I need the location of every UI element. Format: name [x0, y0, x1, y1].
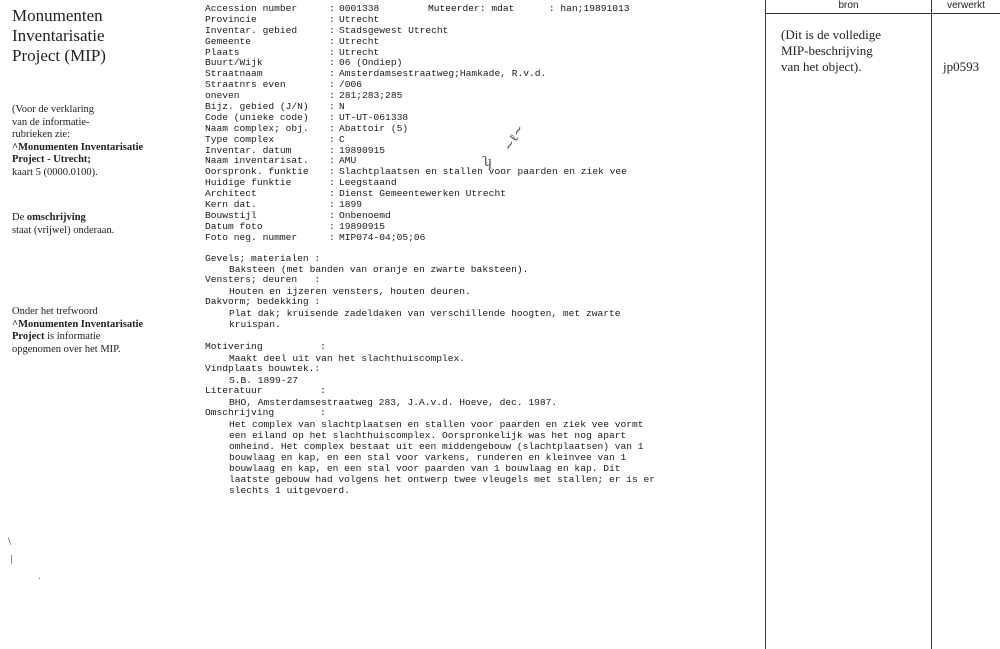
note-line: (Voor de verklaring — [12, 104, 95, 115]
section-heading: Dakvorm; bedekking : — [205, 296, 321, 308]
field-label: Architect — [205, 188, 257, 200]
bron-line: (Dit is de volledige — [781, 27, 882, 42]
header-rule — [765, 13, 1000, 14]
field-colon: : — [329, 166, 335, 178]
field-value: Utrecht — [339, 35, 380, 47]
field-label: Plaats — [205, 46, 240, 58]
field-value: AMU — [339, 155, 357, 167]
field-row — [205, 69, 760, 80]
field-label: Inventar. gebied — [205, 24, 298, 36]
field-label: Accession number — [205, 3, 298, 14]
note-bold: ^Monumenten Inventarisatie — [12, 318, 144, 330]
field-colon: : — [329, 199, 335, 211]
scan-mark: \ — [8, 537, 12, 547]
field-colon: : — [329, 111, 335, 123]
field-label: Naam complex; obj. — [205, 122, 309, 134]
handwritten-mark: ~ℓ~ — [500, 122, 528, 155]
field-value: C — [339, 133, 345, 145]
field-colon: : — [329, 101, 335, 113]
field-colon: : — [329, 3, 335, 14]
field-value: 281;283;285 — [339, 90, 403, 102]
field-value: Dienst Gemeentewerken Utrecht — [339, 188, 506, 200]
field-list — [205, 4, 760, 244]
field-label: Straatnrs even — [205, 79, 286, 91]
section-group-context — [205, 342, 760, 496]
field-value: Utrecht — [339, 13, 380, 25]
field-value: Utrecht — [339, 46, 380, 58]
section-heading: Vensters; deuren : — [205, 274, 321, 286]
section-group-physical — [205, 254, 760, 331]
scan-mark: . — [38, 572, 41, 582]
field-colon: : — [329, 155, 335, 167]
record-body — [205, 4, 760, 496]
field-row — [205, 48, 760, 59]
field-value: 19890915 — [339, 144, 386, 156]
field-label: Gemeente — [205, 35, 252, 47]
handwritten-mark: ʮ — [482, 155, 493, 170]
note-line: van de informatie- — [12, 116, 90, 128]
field-value: 0001338 — [339, 3, 380, 14]
field-row — [205, 37, 760, 48]
description-note — [12, 212, 182, 237]
field-value: Leegstaand — [339, 177, 397, 189]
note-text: is informatie — [44, 331, 101, 342]
field-label: Provincie — [205, 13, 257, 25]
field-value: N — [339, 101, 345, 113]
bron-text — [781, 27, 931, 75]
field-colon: : — [329, 133, 335, 145]
field-label: Oorspronk. funktie — [205, 166, 309, 178]
field-label: Type complex — [205, 133, 275, 145]
field-colon: : — [329, 13, 335, 25]
field-value: 1899 — [339, 199, 363, 211]
field-colon: : — [329, 79, 335, 91]
field-value: 06 (Ondiep) — [339, 57, 403, 69]
field-colon: : — [329, 35, 335, 47]
title-line: Project (MIP) — [12, 46, 106, 65]
field-row — [205, 189, 760, 200]
document-title — [12, 6, 182, 66]
field-label: Code (unieke code) — [205, 111, 309, 123]
section-heading: Literatuur : — [205, 385, 326, 397]
mutation-info: Muteerder: mdat : han;19891013 — [428, 3, 630, 14]
field-value: Slachtplaatsen en stallen voor paarden en ziek vee — [339, 166, 627, 178]
section-text: BHO, Amsterdamsestraatweg 283, J.A.v.d. Hoeve, dec. 1987. — [229, 396, 558, 408]
explanation-note — [12, 104, 182, 179]
note-bold: ^Monumenten Inventarisatie — [12, 141, 144, 153]
field-value: /006 — [339, 79, 363, 91]
bron-header: bron — [838, 0, 859, 11]
field-label: Kern dat. — [205, 199, 257, 211]
note-bold: Project - Utrecht; — [12, 154, 91, 165]
field-label: Bijz. gebied (J/N) — [205, 101, 309, 113]
note-bold: omschrijving — [26, 212, 86, 223]
field-value: Stadsgewest Utrecht — [339, 24, 449, 36]
field-label: Naam inventarisat. — [205, 155, 309, 167]
note-line: staat (vrijwel) onderaan. — [12, 224, 115, 236]
field-row — [205, 211, 760, 222]
note-line: opgenomen over het MIP. — [12, 343, 121, 355]
field-value: Abattoir (5) — [339, 122, 409, 134]
field-label: Bouwstijl — [205, 209, 257, 221]
section-heading: Gevels; materialen : — [205, 252, 321, 264]
verwerkt-header: verwerkt — [947, 0, 985, 11]
field-value: UT-UT-061338 — [339, 111, 409, 123]
section-text: S.B. 1899-27 — [229, 375, 299, 387]
field-row — [205, 124, 760, 135]
verwerkt-code: jp0593 — [943, 59, 980, 74]
left-annotation-column — [0, 0, 185, 649]
field-label: Huidige funktie — [205, 177, 292, 189]
field-colon: : — [329, 68, 335, 80]
field-colon: : — [329, 188, 335, 200]
field-colon: : — [329, 144, 335, 156]
field-row — [205, 135, 760, 146]
field-value: MIP074-04;05;06 — [339, 231, 426, 243]
title-line: Monumenten — [12, 6, 103, 25]
field-value: Amsterdamsestraatweg;Hamkade, R.v.d. — [339, 68, 547, 80]
note-line: Onder het trefwoord — [12, 306, 98, 317]
section-text: Plat dak; kruisende zadeldaken van verschillende hoogten, met zwarte kruispan. — [229, 308, 621, 331]
section-heading: Vindplaats bouwtek.: — [205, 363, 321, 375]
section-text: Het complex van slachtplaatsen en stallen voor paarden en ziek vee vormt een eiland op het slachthuiscomplex. Oorspronkelijk was het nog apart omheind. Het complex bestaat uit een middengebouw (slachtplaatsen) van 1 bouwlaag en kap, en een stal voor varkens, runderen en kleinvee van 1 bouwlaag en kap, en een stal voor paarden van 1 bouwlaag en kap. Dit laatste gebouw had volgens het ontwerp twee vleugels met stallen; er is er slechts 1 uitgevoerd. — [229, 418, 656, 496]
field-label: Foto neg. nummer — [205, 231, 298, 243]
field-colon: : — [329, 122, 335, 134]
field-row — [205, 233, 760, 244]
field-label: Buurt/Wijk — [205, 57, 263, 69]
field-colon: : — [329, 231, 335, 243]
bron-line: MIP-beschrijving — [781, 43, 873, 58]
field-colon: : — [329, 24, 335, 36]
field-value: Onbenoemd — [339, 209, 391, 221]
field-colon: : — [329, 177, 335, 189]
scan-mark: | — [10, 555, 14, 565]
section-heading: Omschrijving : — [205, 406, 326, 418]
field-row — [205, 200, 760, 211]
note-line: rubrieken zie: — [12, 129, 71, 140]
section-text: Maakt deel uit van het slachthuiscomplex. — [229, 353, 466, 365]
field-label: oneven — [205, 90, 240, 102]
field-colon: : — [329, 46, 335, 58]
column-divider-left — [765, 0, 766, 649]
field-colon: : — [329, 57, 335, 69]
field-value: 19890915 — [339, 220, 386, 232]
title-line: Inventarisatie — [12, 26, 105, 45]
field-colon: : — [329, 209, 335, 221]
note-line: kaart 5 (0000.0100). — [12, 166, 98, 178]
section-heading: Motivering : — [205, 341, 326, 353]
field-row — [205, 26, 760, 37]
field-label: Straatnaam — [205, 68, 263, 80]
section-text: Houten en ijzeren vensters, houten deuren. — [229, 286, 471, 298]
field-row — [205, 80, 760, 91]
bron-line: van het object). — [781, 59, 862, 74]
field-label: Datum foto — [205, 220, 263, 232]
field-label: Inventar. datum — [205, 144, 292, 156]
note-text: De — [12, 212, 27, 223]
field-colon: : — [329, 90, 335, 102]
keyword-note — [12, 306, 182, 356]
note-bold: Project — [12, 331, 45, 342]
section-text: Baksteen (met banden van oranje en zwarte baksteen). — [229, 264, 529, 276]
column-divider-right — [931, 0, 932, 649]
field-colon: : — [329, 220, 335, 232]
